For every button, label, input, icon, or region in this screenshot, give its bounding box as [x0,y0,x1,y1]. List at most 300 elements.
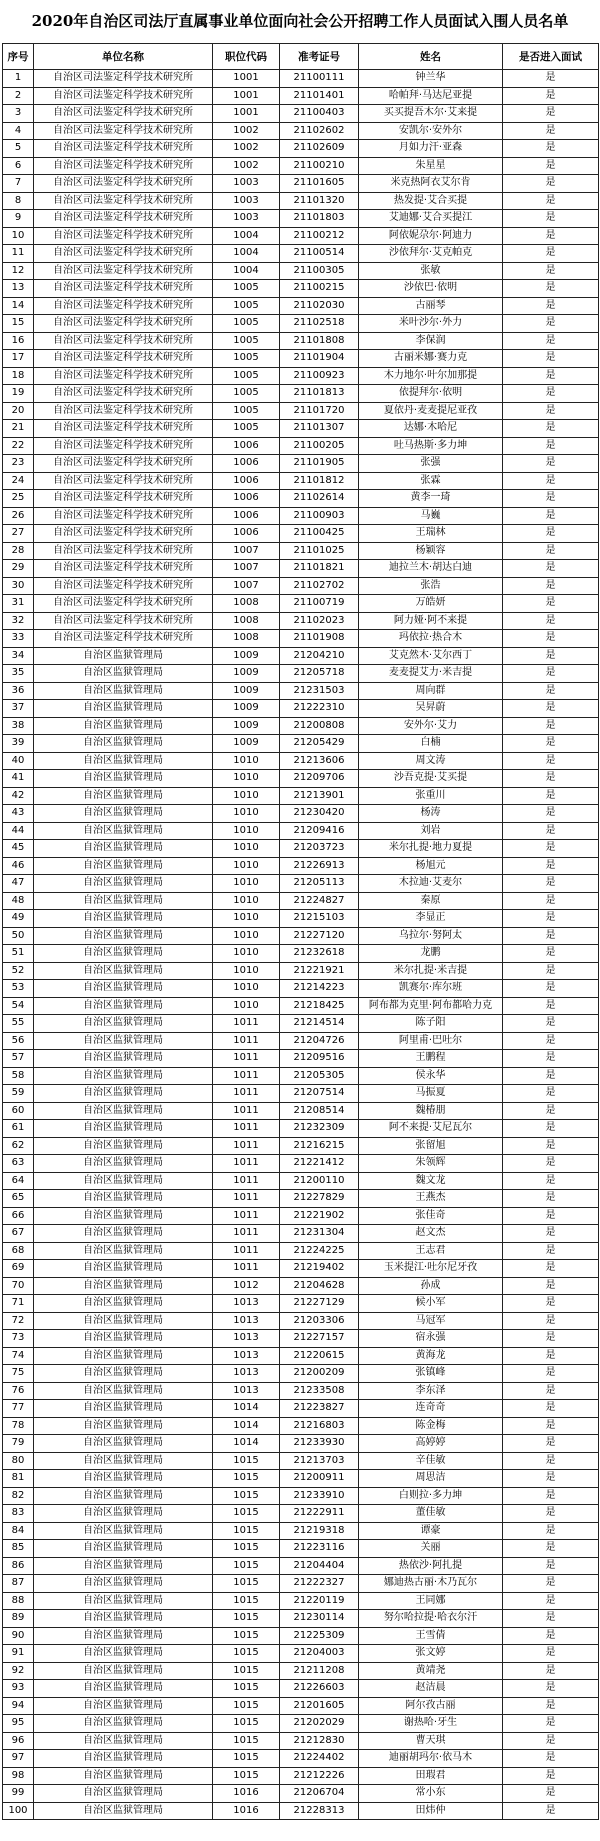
cell-unit-name: 自治区司法鉴定科学技术研究所 [34,315,213,333]
table-row [3,472,599,490]
cell-interview-status: 是 [503,822,599,840]
cell-position-code: 1011 [213,1032,280,1050]
cell-name: 朱星星 [359,157,503,175]
cell-unit-name: 自治区监狱管理局 [34,840,213,858]
cell-unit-name: 自治区监狱管理局 [34,1277,213,1295]
cell-name: 哈帕拜·马达尼亚提 [359,87,503,105]
table-row [3,420,599,438]
cell-position-code: 1006 [213,507,280,525]
cell-interview-status: 是 [503,1400,599,1418]
cell-interview-status: 是 [503,735,599,753]
cell-serial-number: 85 [3,1540,34,1558]
cell-name: 王雪倩 [359,1627,503,1645]
cell-serial-number: 18 [3,367,34,385]
cell-serial-number: 91 [3,1645,34,1663]
cell-name: 马振夏 [359,1085,503,1103]
cell-serial-number: 98 [3,1767,34,1785]
cell-name: 钟兰华 [359,70,503,88]
cell-name: 杨涛 [359,805,503,823]
cell-unit-name: 自治区监狱管理局 [34,1785,213,1803]
cell-admission-ticket: 21101803 [280,210,359,228]
cell-admission-ticket: 21222327 [280,1575,359,1593]
cell-position-code: 1007 [213,542,280,560]
cell-name: 麦麦提艾力·米吉提 [359,665,503,683]
cell-interview-status: 是 [503,945,599,963]
cell-unit-name: 自治区监狱管理局 [34,892,213,910]
cell-position-code: 1009 [213,682,280,700]
cell-name: 周文涛 [359,752,503,770]
cell-name: 热依沙·阿扎提 [359,1557,503,1575]
cell-position-code: 1011 [213,1015,280,1033]
table-row [3,1242,599,1260]
cell-position-code: 1010 [213,910,280,928]
table-row [3,70,599,88]
cell-serial-number: 100 [3,1802,34,1820]
cell-serial-number: 78 [3,1417,34,1435]
cell-unit-name: 自治区司法鉴定科学技术研究所 [34,105,213,123]
cell-unit-name: 自治区监狱管理局 [34,822,213,840]
table-row [3,1662,599,1680]
cell-serial-number: 76 [3,1382,34,1400]
cell-serial-number: 95 [3,1715,34,1733]
cell-unit-name: 自治区司法鉴定科学技术研究所 [34,472,213,490]
cell-interview-status: 是 [503,1505,599,1523]
cell-interview-status: 是 [503,910,599,928]
cell-admission-ticket: 21100210 [280,157,359,175]
cell-admission-ticket: 21227120 [280,927,359,945]
cell-interview-status: 是 [503,717,599,735]
cell-interview-status: 是 [503,350,599,368]
cell-unit-name: 自治区监狱管理局 [34,1557,213,1575]
cell-name: 田炜仲 [359,1802,503,1820]
cell-admission-ticket: 21219402 [280,1260,359,1278]
cell-name: 董佳敏 [359,1505,503,1523]
cell-unit-name: 自治区监狱管理局 [34,945,213,963]
cell-position-code: 1005 [213,385,280,403]
table-row [3,1645,599,1663]
cell-position-code: 1010 [213,805,280,823]
cell-interview-status: 是 [503,227,599,245]
cell-interview-status: 是 [503,210,599,228]
cell-name: 娜迪热古丽·木乃瓦尔 [359,1575,503,1593]
cell-admission-ticket: 21209516 [280,1050,359,1068]
cell-name: 迪丽胡玛尔·依马木 [359,1750,503,1768]
cell-unit-name: 自治区监狱管理局 [34,735,213,753]
cell-position-code: 1011 [213,1102,280,1120]
cell-interview-status: 是 [503,1172,599,1190]
cell-unit-name: 自治区司法鉴定科学技术研究所 [34,385,213,403]
cell-position-code: 1014 [213,1435,280,1453]
table-row [3,1540,599,1558]
cell-interview-status: 是 [503,875,599,893]
cell-position-code: 1009 [213,735,280,753]
table-row [3,980,599,998]
cell-position-code: 1008 [213,595,280,613]
cell-position-code: 1010 [213,997,280,1015]
cell-name: 达娜·木哈尼 [359,420,503,438]
cell-name: 沙吾克提·艾买提 [359,770,503,788]
cell-serial-number: 7 [3,175,34,193]
cell-position-code: 1010 [213,962,280,980]
cell-position-code: 1003 [213,175,280,193]
cell-position-code: 1015 [213,1557,280,1575]
cell-name: 白则拉·多力坤 [359,1487,503,1505]
cell-admission-ticket: 21205113 [280,875,359,893]
cell-interview-status: 是 [503,175,599,193]
cell-serial-number: 56 [3,1032,34,1050]
cell-position-code: 1007 [213,560,280,578]
cell-unit-name: 自治区监狱管理局 [34,1470,213,1488]
cell-interview-status: 是 [503,87,599,105]
cell-name: 辛佳敏 [359,1452,503,1470]
cell-position-code: 1011 [213,1172,280,1190]
table-row [3,1330,599,1348]
cell-admission-ticket: 21227129 [280,1295,359,1313]
cell-interview-status: 是 [503,1365,599,1383]
cell-interview-status: 是 [503,1347,599,1365]
cell-interview-status: 是 [503,437,599,455]
cell-admission-ticket: 21204003 [280,1645,359,1663]
cell-name: 张敏 [359,262,503,280]
cell-interview-status: 是 [503,1050,599,1068]
cell-admission-ticket: 21233910 [280,1487,359,1505]
table-row [3,1277,599,1295]
cell-serial-number: 2 [3,87,34,105]
cell-position-code: 1004 [213,245,280,263]
cell-admission-ticket: 21100212 [280,227,359,245]
cell-position-code: 1005 [213,350,280,368]
cell-admission-ticket: 21221902 [280,1207,359,1225]
cell-position-code: 1015 [213,1697,280,1715]
cell-name: 李东泽 [359,1382,503,1400]
cell-name: 王瑞林 [359,525,503,543]
header-unit-name: 单位名称 [34,44,213,70]
table-row [3,175,599,193]
cell-unit-name: 自治区监狱管理局 [34,1627,213,1645]
cell-name: 赵洁晨 [359,1680,503,1698]
cell-admission-ticket: 21213901 [280,787,359,805]
cell-interview-status: 是 [503,402,599,420]
table-row [3,1417,599,1435]
cell-position-code: 1011 [213,1067,280,1085]
cell-unit-name: 自治区司法鉴定科学技术研究所 [34,175,213,193]
cell-name: 张霖 [359,472,503,490]
cell-interview-status: 是 [503,1102,599,1120]
cell-unit-name: 自治区司法鉴定科学技术研究所 [34,227,213,245]
cell-admission-ticket: 21213703 [280,1452,359,1470]
cell-admission-ticket: 21102702 [280,577,359,595]
cell-serial-number: 51 [3,945,34,963]
cell-interview-status: 是 [503,1015,599,1033]
cell-interview-status: 是 [503,1627,599,1645]
cell-admission-ticket: 21100215 [280,280,359,298]
cell-admission-ticket: 21203723 [280,840,359,858]
cell-position-code: 1013 [213,1365,280,1383]
cell-unit-name: 自治区监狱管理局 [34,805,213,823]
cell-position-code: 1007 [213,577,280,595]
cell-unit-name: 自治区司法鉴定科学技术研究所 [34,402,213,420]
cell-interview-status: 是 [503,1697,599,1715]
cell-admission-ticket: 21221921 [280,962,359,980]
cell-serial-number: 16 [3,332,34,350]
cell-position-code: 1011 [213,1137,280,1155]
cell-position-code: 1012 [213,1277,280,1295]
cell-position-code: 1011 [213,1260,280,1278]
cell-unit-name: 自治区监狱管理局 [34,1067,213,1085]
cell-serial-number: 9 [3,210,34,228]
table-row [3,227,599,245]
cell-interview-status: 是 [503,927,599,945]
cell-unit-name: 自治区监狱管理局 [34,1260,213,1278]
table-row [3,770,599,788]
cell-interview-status: 是 [503,1662,599,1680]
table-row [3,192,599,210]
cell-interview-status: 是 [503,1382,599,1400]
cell-position-code: 1013 [213,1382,280,1400]
table-row [3,1452,599,1470]
cell-serial-number: 60 [3,1102,34,1120]
cell-position-code: 1015 [213,1452,280,1470]
cell-admission-ticket: 21224225 [280,1242,359,1260]
cell-position-code: 1006 [213,472,280,490]
cell-position-code: 1008 [213,630,280,648]
cell-admission-ticket: 21233508 [280,1382,359,1400]
table-row [3,1312,599,1330]
cell-unit-name: 自治区监狱管理局 [34,927,213,945]
cell-admission-ticket: 21100923 [280,367,359,385]
cell-name: 凯赛尔·库尔班 [359,980,503,998]
table-row [3,857,599,875]
cell-serial-number: 42 [3,787,34,805]
cell-unit-name: 自治区司法鉴定科学技术研究所 [34,455,213,473]
cell-interview-status: 是 [503,1610,599,1628]
cell-unit-name: 自治区监狱管理局 [34,1767,213,1785]
table-row [3,1295,599,1313]
cell-unit-name: 自治区监狱管理局 [34,1120,213,1138]
cell-admission-ticket: 21228313 [280,1802,359,1820]
cell-name: 阿里甫·巴吐尔 [359,1032,503,1050]
cell-name: 王同娜 [359,1592,503,1610]
cell-name: 努尔哈拉提·哈衣尔汗 [359,1610,503,1628]
cell-position-code: 1015 [213,1592,280,1610]
cell-unit-name: 自治区监狱管理局 [34,700,213,718]
cell-name: 阿布都为克里·阿布都哈力克 [359,997,503,1015]
cell-position-code: 1015 [213,1470,280,1488]
cell-interview-status: 是 [503,1522,599,1540]
cell-interview-status: 是 [503,595,599,613]
cell-position-code: 1016 [213,1802,280,1820]
table-row [3,805,599,823]
cell-unit-name: 自治区司法鉴定科学技术研究所 [34,490,213,508]
cell-admission-ticket: 21202029 [280,1715,359,1733]
cell-position-code: 1005 [213,332,280,350]
cell-position-code: 1001 [213,87,280,105]
cell-name: 马冠军 [359,1312,503,1330]
cell-unit-name: 自治区司法鉴定科学技术研究所 [34,612,213,630]
cell-position-code: 1010 [213,857,280,875]
cell-unit-name: 自治区监狱管理局 [34,1032,213,1050]
cell-serial-number: 93 [3,1680,34,1698]
table-row [3,1435,599,1453]
cell-unit-name: 自治区司法鉴定科学技术研究所 [34,367,213,385]
cell-admission-ticket: 21101821 [280,560,359,578]
cell-interview-status: 是 [503,787,599,805]
cell-name: 米尔扎提·地力夏提 [359,840,503,858]
cell-serial-number: 46 [3,857,34,875]
cell-admission-ticket: 21214223 [280,980,359,998]
cell-serial-number: 49 [3,910,34,928]
cell-admission-ticket: 21214514 [280,1015,359,1033]
cell-interview-status: 是 [503,1207,599,1225]
cell-unit-name: 自治区监狱管理局 [34,1575,213,1593]
cell-name: 万皓妍 [359,595,503,613]
table-row [3,1522,599,1540]
cell-serial-number: 69 [3,1260,34,1278]
cell-position-code: 1015 [213,1627,280,1645]
cell-serial-number: 14 [3,297,34,315]
cell-name: 米克热阿衣艾尔肯 [359,175,503,193]
cell-serial-number: 66 [3,1207,34,1225]
cell-interview-status: 是 [503,315,599,333]
cell-admission-ticket: 21226603 [280,1680,359,1698]
cell-admission-ticket: 21102030 [280,297,359,315]
table-row [3,280,599,298]
cell-unit-name: 自治区监狱管理局 [34,752,213,770]
cell-position-code: 1015 [213,1645,280,1663]
cell-position-code: 1005 [213,280,280,298]
table-row [3,752,599,770]
table-row [3,927,599,945]
cell-serial-number: 65 [3,1190,34,1208]
cell-interview-status: 是 [503,262,599,280]
table-row [3,560,599,578]
cell-unit-name: 自治区监狱管理局 [34,1085,213,1103]
cell-name: 常小东 [359,1785,503,1803]
table-row [3,437,599,455]
cell-name: 木拉迪·艾麦尔 [359,875,503,893]
cell-position-code: 1013 [213,1295,280,1313]
cell-admission-ticket: 21224402 [280,1750,359,1768]
cell-name: 米尔扎提·米吉提 [359,962,503,980]
cell-name: 阿不来提·艾尼瓦尔 [359,1120,503,1138]
cell-unit-name: 自治区监狱管理局 [34,682,213,700]
cell-unit-name: 自治区司法鉴定科学技术研究所 [34,525,213,543]
cell-serial-number: 75 [3,1365,34,1383]
cell-admission-ticket: 21101025 [280,542,359,560]
cell-serial-number: 84 [3,1522,34,1540]
cell-interview-status: 是 [503,367,599,385]
cell-unit-name: 自治区司法鉴定科学技术研究所 [34,332,213,350]
cell-admission-ticket: 21226913 [280,857,359,875]
cell-admission-ticket: 21100205 [280,437,359,455]
cell-name: 沙依拜尔·艾克帕克 [359,245,503,263]
cell-unit-name: 自治区司法鉴定科学技术研究所 [34,157,213,175]
cell-name: 夏依丹·麦麦提尼亚孜 [359,402,503,420]
cell-unit-name: 自治区监狱管理局 [34,1540,213,1558]
cell-unit-name: 自治区司法鉴定科学技术研究所 [34,437,213,455]
table-row [3,1050,599,1068]
cell-position-code: 1014 [213,1417,280,1435]
cell-name: 黄李一琦 [359,490,503,508]
cell-name: 米叶沙尔·外力 [359,315,503,333]
cell-position-code: 1011 [213,1155,280,1173]
cell-admission-ticket: 21203306 [280,1312,359,1330]
cell-position-code: 1010 [213,752,280,770]
cell-serial-number: 20 [3,402,34,420]
cell-position-code: 1015 [213,1522,280,1540]
table-row [3,122,599,140]
cell-interview-status: 是 [503,1435,599,1453]
table-row [3,525,599,543]
table-row [3,1680,599,1698]
table-row [3,1802,599,1820]
cell-serial-number: 74 [3,1347,34,1365]
cell-admission-ticket: 21101720 [280,402,359,420]
cell-name: 孙成 [359,1277,503,1295]
cell-interview-status: 是 [503,1767,599,1785]
table-row [3,1137,599,1155]
cell-unit-name: 自治区监狱管理局 [34,1732,213,1750]
cell-admission-ticket: 21101908 [280,630,359,648]
cell-position-code: 1003 [213,210,280,228]
cell-name: 魏文龙 [359,1172,503,1190]
cell-name: 木力地尔·叶尔加那提 [359,367,503,385]
cell-unit-name: 自治区司法鉴定科学技术研究所 [34,297,213,315]
cell-unit-name: 自治区司法鉴定科学技术研究所 [34,542,213,560]
table-row [3,157,599,175]
cell-interview-status: 是 [503,857,599,875]
cell-name: 阿依妮尕尔·阿迪力 [359,227,503,245]
cell-position-code: 1010 [213,840,280,858]
cell-unit-name: 自治区司法鉴定科学技术研究所 [34,262,213,280]
table-row [3,1155,599,1173]
cell-interview-status: 是 [503,577,599,595]
cell-unit-name: 自治区监狱管理局 [34,1382,213,1400]
cell-unit-name: 自治区监狱管理局 [34,770,213,788]
header-name: 姓名 [359,44,503,70]
cell-name: 乌拉尔·努阿太 [359,927,503,945]
table-row [3,840,599,858]
cell-serial-number: 8 [3,192,34,210]
cell-position-code: 1008 [213,612,280,630]
cell-unit-name: 自治区监狱管理局 [34,1715,213,1733]
table-row [3,1610,599,1628]
cell-interview-status: 是 [503,630,599,648]
cell-name: 张强 [359,455,503,473]
cell-position-code: 1011 [213,1207,280,1225]
cell-name: 安外尔·艾力 [359,717,503,735]
cell-serial-number: 41 [3,770,34,788]
cell-serial-number: 23 [3,455,34,473]
cell-admission-ticket: 21225309 [280,1627,359,1645]
cell-admission-ticket: 21230420 [280,805,359,823]
cell-name: 刘岩 [359,822,503,840]
cell-name: 艾克然木·艾尔西丁 [359,647,503,665]
cell-serial-number: 99 [3,1785,34,1803]
cell-serial-number: 67 [3,1225,34,1243]
cell-admission-ticket: 21101605 [280,175,359,193]
cell-name: 沙依巴·依明 [359,280,503,298]
cell-unit-name: 自治区司法鉴定科学技术研究所 [34,577,213,595]
cell-interview-status: 是 [503,472,599,490]
cell-admission-ticket: 21101808 [280,332,359,350]
cell-unit-name: 自治区监狱管理局 [34,1312,213,1330]
cell-name: 张浩 [359,577,503,595]
cell-admission-ticket: 21223116 [280,1540,359,1558]
cell-name: 热发提·艾合买提 [359,192,503,210]
cell-unit-name: 自治区监狱管理局 [34,665,213,683]
cell-unit-name: 自治区监狱管理局 [34,1435,213,1453]
